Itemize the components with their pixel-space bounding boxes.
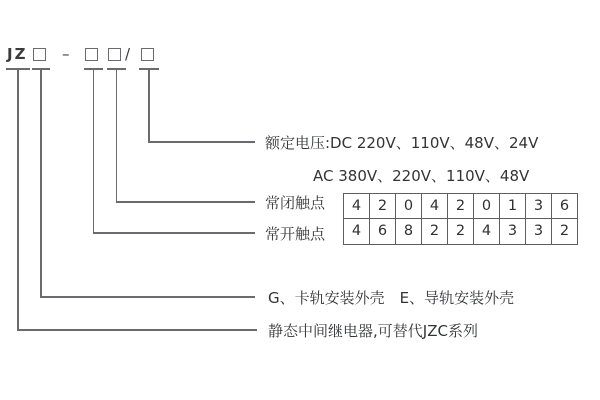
model-box-rated-voltage [141, 48, 154, 61]
label-no-contacts: 常开触点 [265, 224, 326, 243]
table-cell: 2 [422, 219, 448, 244]
label-series-description: 静态中间继电器,可替代JZC系列 [268, 321, 478, 340]
table-cell: 4 [344, 219, 370, 244]
table-cell: 0 [396, 194, 422, 219]
callout-line-series-horizontal [17, 329, 257, 331]
model-box-shell-type [33, 48, 46, 61]
contact-count-table [343, 193, 578, 245]
table-cell: 6 [552, 194, 578, 219]
table-cell: 1 [500, 194, 526, 219]
label-shell-options: G、卡轨安装外壳 E、导轨安装外壳 [268, 288, 515, 307]
table-cell: 3 [500, 219, 526, 244]
model-code-slash: / [125, 45, 131, 63]
table-cell: 4 [344, 194, 370, 219]
table-cell: 2 [552, 219, 578, 244]
callout-line-shell-horizontal [40, 296, 255, 298]
table-cell: 4 [422, 194, 448, 219]
table-row-nc-contacts [344, 194, 578, 219]
table-cell: 0 [474, 194, 500, 219]
callout-line-nc-contacts-horizontal [116, 201, 255, 203]
callout-line-nc-contacts-vertical [116, 70, 118, 203]
table-cell: 2 [448, 194, 474, 219]
table-cell: 3 [526, 219, 552, 244]
table-cell: 2 [370, 194, 396, 219]
callout-line-no-contacts-horizontal [93, 232, 255, 234]
callout-line-shell-vertical [40, 70, 42, 298]
table-cell: 3 [526, 194, 552, 219]
callout-line-no-contacts-vertical [93, 70, 95, 234]
model-code-dash: – [62, 45, 70, 63]
callout-line-series-vertical [17, 70, 19, 331]
model-code-prefix: JZ [7, 45, 28, 63]
label-nc-contacts: 常闭触点 [265, 193, 326, 212]
table-cell: 6 [370, 219, 396, 244]
label-rated-voltage-ac: AC 380V、220V、110V、48V [313, 166, 530, 185]
callout-line-voltage-vertical [148, 70, 150, 143]
label-rated-voltage-dc: 额定电压:DC 220V、110V、48V、24V [265, 134, 539, 152]
table-cell: 8 [396, 219, 422, 244]
table-row-no-contacts [344, 219, 578, 244]
model-box-no-contacts [85, 48, 98, 61]
table-cell: 4 [474, 219, 500, 244]
callout-line-voltage-horizontal [148, 141, 255, 143]
table-cell: 2 [448, 219, 474, 244]
model-box-nc-contacts [108, 48, 121, 61]
